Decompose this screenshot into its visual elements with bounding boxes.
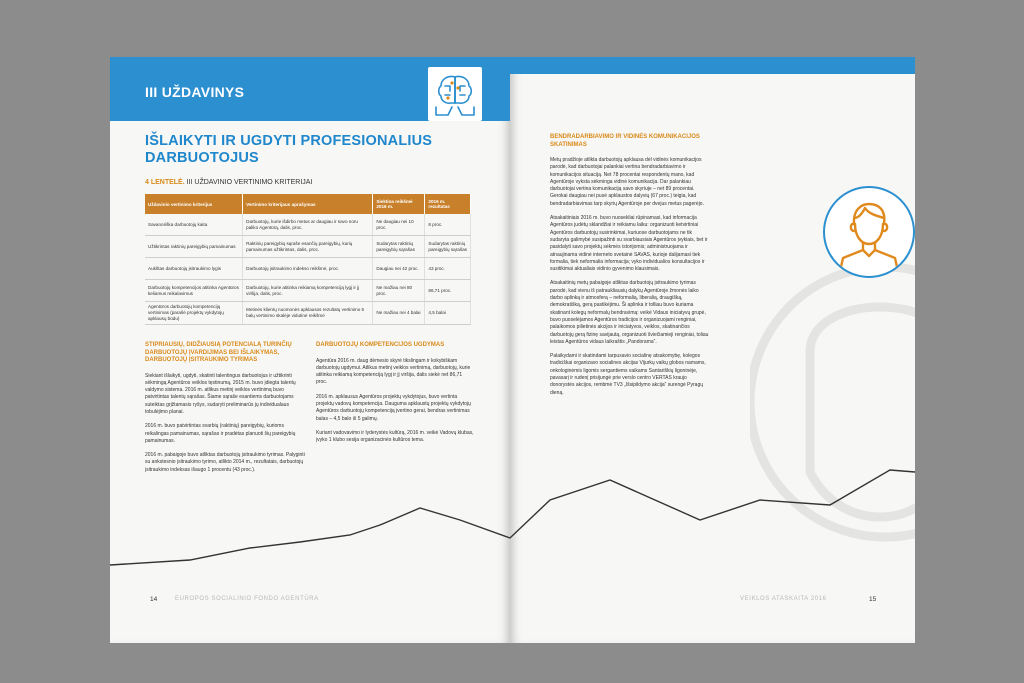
section-subheading: STIPRIAUSIŲ, DIDŽIAUSIĄ POTENCIALĄ TURINČIŲ DARBUOTOJŲ ĮVARDIJIMAS BEI IŠLAIKYMAS, DARBUOTOJŲ ĮSITRAUKIMO TYRIMAS <box>145 342 292 363</box>
paragraph: 2016 m. apklausus Agentūros projektų vykdytojus, buvo vertinta projektų vadovų kompetencija. Dauguma apklaustų projektų vykdytojų Agentūros darbuotojų kompetenciją įvertino gerai, bendras vertinimas balas – 4,5 balo iš 5 galimų. <box>316 393 471 422</box>
footer-right: VEIKLOS ATASKAITA 2016 <box>740 596 827 602</box>
page-number-left: 14 <box>150 596 158 603</box>
section-label: III UŽDAVINYS <box>145 84 245 100</box>
table-cell: Aukštas darbuotojų įsitraukimo lygis <box>145 258 243 280</box>
page-number-right: 15 <box>869 596 877 603</box>
paragraph: Agentūra 2016 m. daug dėmesio skyrė tikslingam ir kokybiškam darbuotojų ugdymui. Atlikus metinį veiklos vertinimą, darbuotojų, kurie atitinka reikiamą kompetenciją lygį ir jį viršija, dalis siekė net 86,71 proc. <box>316 357 471 386</box>
page-heading: IŠLAIKYTI IR UGDYTI PROFESIONALIUS DARBUOTOJUS <box>145 133 433 166</box>
left-page <box>110 57 510 643</box>
paragraph: 2016 m. pabaigoje buvo atliktas darbuotojų įsitraukimo tyrimas. Palyginti su ankstesnio įsitraukimo tyrimo, atlikto 2014 m., rezultatais, darbuotojų įsitraukimo indeksas išaugo 1 procentu (43 proc.). <box>145 452 305 473</box>
right-column <box>550 134 712 404</box>
table-cell: Daugiau nei 42 proc. <box>373 258 425 280</box>
table-cell: Agentūros darbuotojų kompetencijų vertinimas (parašė projektų vykdytojų apklausų būdu) <box>145 302 243 325</box>
table-cell: Ne mažiau nei 80 proc. <box>373 280 425 302</box>
paragraph: 2016 m. buvo patvirtintas svarbių (raktinių) pareigybių, kurioms reikalingas pamainumas, sąrašas ir pradėtas planuoti šių pareigybių pamainumas. <box>145 423 296 444</box>
table-row <box>145 214 471 236</box>
table-cell: Darbuotojų, kurie išdirbo metus ar daugiau ir savo noru paliko Agentūrą, dalis, proc. <box>243 214 373 236</box>
table-row <box>145 280 471 302</box>
table-cell: Metinės klientų nuomonės apklausos rezultatų vertinimo 5 balų vertinimo skalėje vidutinė reikšmė <box>243 302 373 325</box>
paragraph: Atsakaitiniais 2016 m. buvo nuosekliai rūpinamasi, kad informacija Agentūros judėtų sklandžiai ir reikiamu laiku: organizuoti ketvirtiniai Agentūros darbuotojų susirinkimai, kuriuose darbuotojams ne tik sudaryta galimybė susipažinti su svarbiausiais Agentūros įvykiais, bet ir pasidalyti savo projektų sėkmės istorijomis; administruojama ir atnaujinama vidinė interneto svetainė SAVAS, kurioje dalijamasi tiek formalia, tiek neformalia informacija; vyko individualios konsultacijos ir susitikimai aktualiais vidinio gyvenimo klausimais. <box>550 215 708 273</box>
paragraph: Siekiant išlaikyti, ugdyti, skatinti talentingus darbuotojus ir užtikrinti sėkmingą Agentūros veiklos tęstinumą, 2015 m. buvo įdiegta talentų valdymo sistema. 2016 m. atlikus metinį veiklos vertinimą buvo patvirtintas talentų sąrašas. Šiame sąraše esantiems darbuotojams suteiktas grįžtamasis ryšys, sudaryti preliminarūs jų individualaus tobulėjimo planai. <box>145 372 296 415</box>
table-cell: Darbuotojų, kurie atitinka reikiamą kompetenciją lygį ir jį viršija, dalis, proc. <box>243 280 373 302</box>
brain-icon <box>428 67 482 121</box>
table-cell: 86,71 proc. <box>425 280 471 302</box>
person-avatar-icon <box>823 186 915 278</box>
table-cell: 43 proc. <box>425 258 471 280</box>
paragraph: Palaikydami ir skatindami tarpusavio socialinę atsakomybę, kolegos tradiciškai organizavo socialines akcijas Vijurkų vaikų globos namams, onkologinėmis ligomis sergantiems vaikams Santariškių ligoninėje, pavasarį ir rudenį prisijungė prie verslo centro VERTAS kraujo donorystės akcijos, rembmė TV3 „Išsipildymo akcija“ surengė Pyragų dieną. <box>550 353 706 396</box>
table-cell: Darbuotojų kompetencijos atitinka Agentūros keliamus reikalavimus <box>145 280 243 302</box>
paragraph: Metų pradžioje atlikta darbuotojų apklausa dėl vidinės komunikacijos parodė, kad darbuotojai palankiai vertina bendradarbiavimo ir komunikacijos situaciją. Net 78 procentai respondentų mano, kad Agentūroje vyksta sėkminga vidinė komunikacija. Dar palankiau darbuotojai vertina komunikaciją savo skyriuje – net 89 procentai. Gerokai daugiau nei pusė apklaustos dalyvių (67 proc.) teigia, kad bendradarbiavimas tarp skyrių Agentūroje per dvejus metus pagerėjo. <box>550 157 704 207</box>
criteria-table <box>145 194 471 325</box>
section-subheading: BENDRADARBIAVIMO IR VIDINĖS KOMUNIKACIJOS SKATINIMAS <box>550 134 700 148</box>
table-cell: Sudarytas raktinių pareigybių sąrašas <box>425 236 471 258</box>
table-header-cell: Siektina reikšmė 2016 m. <box>373 194 425 214</box>
left-column-2 <box>316 342 474 451</box>
table-cell: Raktinių pareigybių sąraše esančių pareigybių, kurių pamainumas užtikrintas, dalis, proc. <box>243 236 373 258</box>
table-header-cell: Vertinimo kriterijaus aprašymas <box>243 194 373 214</box>
table-header-cell: Uždavinio vertinimo kriterijus <box>145 194 243 214</box>
left-column-1 <box>145 342 307 481</box>
table-caption <box>145 179 312 186</box>
table-row <box>145 236 471 258</box>
table-row <box>145 302 471 325</box>
right-top-bar <box>510 57 915 74</box>
table-header-row <box>145 194 471 214</box>
table-cell: Darbuotojų įsitraukimo indekso reikšmė, proc. <box>243 258 373 280</box>
table-cell: Ne mažiau nei 4 balai <box>373 302 425 325</box>
watermark-person-icon <box>750 232 915 592</box>
table-cell: 8 proc. <box>425 214 471 236</box>
table-cell: Savanoriška darbuotojų kaita <box>145 214 243 236</box>
table-caption-number: 4 LENTELĖ. <box>145 179 185 186</box>
section-subheading: DARBUOTOJŲ KOMPETENCIJOS UGDYMAS <box>316 342 445 348</box>
table-cell: Sudarytas raktinių pareigybių sąrašas <box>373 236 425 258</box>
table-cell: Ne daugiau nei 10 proc. <box>373 214 425 236</box>
paragraph: Kuriant vadovavimo ir lyderystės kultūrą, 2016 m. veikė Vadovų klubas, įvyko 1 klubo sesija organizacinės kultūros tema. <box>316 429 474 444</box>
table-header-cell: 2016 m. rezultatas <box>425 194 471 214</box>
table-cell: Užtikrintas raktinių pareigybių pamainumas <box>145 236 243 258</box>
table-caption-text: III UŽDAVINIO VERTINIMO KRITERIJAI <box>186 179 313 186</box>
table-row <box>145 258 471 280</box>
footer-left: EUROPOS SOCIALINIO FONDO AGENTŪRA <box>175 596 319 602</box>
right-page <box>510 57 915 643</box>
paragraph: Atsakaitinių metų pabaigoje atliktas darbuotojų įsitraukimo tyrimas parodė, kad vienu iš patraukliausių dalykų Agentūroje žmonės laiko darbo aplinką ir atmosferą – neformalią, liberalią, draugišką, demokratišką, gerą pastikėjimu. Ši aplinka ir tolliau buvo kuriama skatinant kolegų neformalų bendravimą: veikė Vidaus iniciatyvų grupė, buvo puoselėjamos Agentūros tradicijos ir organizuojami renginiai, palaikomos pilietinės akcijos ir iniciatyvos, veiklos, skatinančios darbuotojų gerą fizinę savijautą, organizuoti šviečiamieji renginiai, toliau leistas Agentūros vidaus laikraštis „Pandorama“. <box>550 280 709 345</box>
table-cell: 4,5 balai <box>425 302 471 325</box>
